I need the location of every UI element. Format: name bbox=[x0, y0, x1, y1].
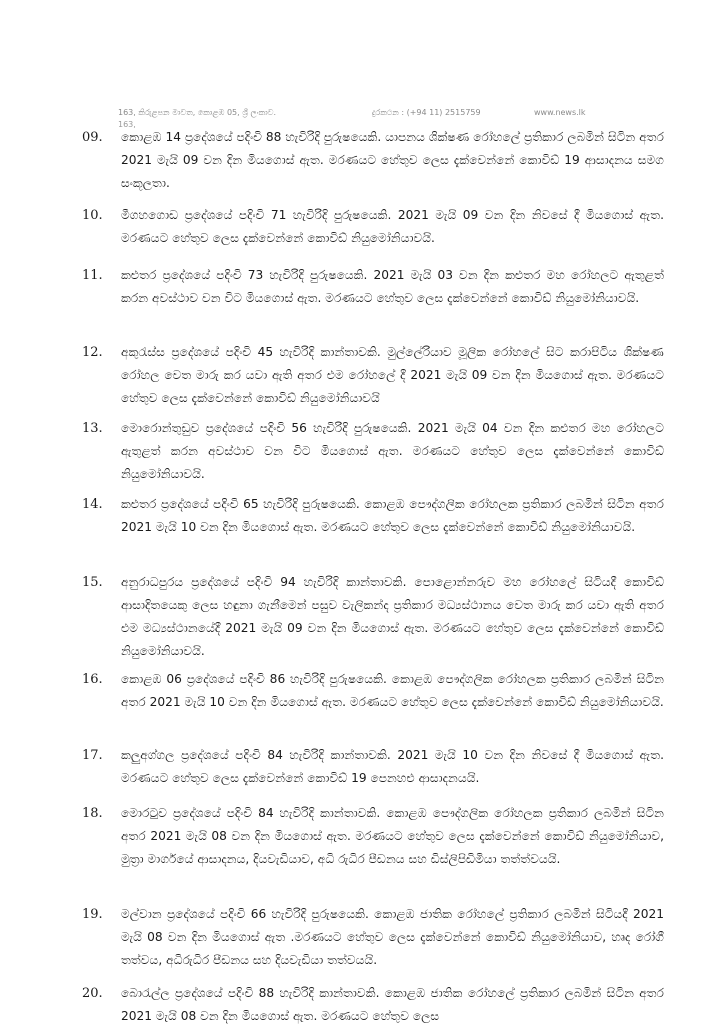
item-text: කොළඹ 14 ප්‍රදේශයේ පදිංචි 88 හැවිරිදි පුරුෂයෙකි. යාපනය ශික්ෂණ රෝහලේ ප්‍රතිකාර ලබමින් සිටින අතර 2021 මැයි 09 වන දින මියගොස් ඇත. මරණයට හේතුව ලෙස දැක්වෙන්නේ කොවිඩ් 19 ආසාදනය සමග සංකූලතා. bbox=[121, 130, 664, 190]
item-text: බොරැල්ල ප්‍රදේශයේ පදිංචි 88 හැවිරිදි කාන්තාවකි. කොළඹ ජාතික රෝහලේ ප්‍රතිකාර ලබමින් සිටින අතර 2021 මැයි 08 වන දින මියගොස් ඇත. මරණයට හේතුව ලෙස bbox=[121, 986, 664, 1023]
list-item bbox=[82, 982, 664, 1028]
list-item bbox=[82, 204, 664, 250]
list-item bbox=[82, 571, 664, 663]
item-number: 11. bbox=[82, 268, 103, 283]
item-text: කළුතර ප්‍රදේශයේ පදිංචි 73 හැවිරිදි පුරුෂයෙකි. 2021 මැයි 03 වන දින කළුතර මහ රෝහලට ඇතුළත් කරන අවස්ථාව වන විට මියගොස් ඇත. මරණයට හේතුව ලෙස දැක්වෙන්නේ කොවිඩ් නියුමෝනියාවයි. bbox=[121, 268, 664, 305]
item-number: 18. bbox=[82, 806, 103, 821]
item-text: මීගහගොඩ ප්‍රදේශයේ පදිංචි 71 හැවිරිදි පුරුෂයෙකි. 2021 මැයි 09 වන දින නිවසේ දී මියගොස් ඇත. මරණයට හේතුව ලෙස දැක්වෙන්නේ කොවිඩ් නියුමෝනියාවයි. bbox=[121, 208, 664, 245]
item-number: 17. bbox=[82, 748, 103, 763]
item-text: මොරටුව ප්‍රදේශයේ පදිංචි 84 හැවිරිදි කාන්තාවකි. කොළඹ පෞද්ගලික රෝහලක ප්‍රතිකාර ලබමින් සිටින අතර 2021 මැයි 08 වන දින මියගොස් ඇත. මරණයට හේතුව ලෙස දැක්වෙන්නේ කොවිඩ් නියුමෝනියාව, මුත්‍රා මාර්ගයේ ආසාදනය, දියවැඩියාව, අධි රුධිර පීඩනය සහ ඩිස්ලිපිඩිමියා තත්ත්වයයි. bbox=[121, 806, 664, 866]
item-number: 14. bbox=[82, 497, 103, 512]
item-number: 16. bbox=[82, 672, 103, 687]
list-item bbox=[82, 493, 664, 539]
list-item bbox=[82, 126, 664, 195]
item-number: 15. bbox=[82, 575, 103, 590]
item-number: 20. bbox=[82, 986, 103, 1001]
list-item bbox=[82, 341, 664, 410]
item-number: 09. bbox=[82, 130, 103, 145]
item-text: කොළඹ 06 ප්‍රදේශයේ පදිංචි 86 හැවිරිදි පුරුෂයෙකි. කොළඹ පෞද්ගලික රෝහලක ප්‍රතිකාර ලබමින් සිටින අතර 2021 මැයි 10 වන දින මියගොස් ඇත. මරණයට හේතුව ලෙස දැක්වෙන්නේ කොවිඩ් නියුමෝනියාවයි. bbox=[121, 672, 664, 709]
list-item bbox=[82, 903, 664, 972]
item-number: 10. bbox=[82, 208, 103, 223]
list-item bbox=[82, 744, 664, 790]
item-number: 19. bbox=[82, 907, 103, 922]
letterhead-phone: දුරකථන : (+94 11) 2515759 bbox=[372, 108, 481, 117]
letterhead-address: 163, කිරුළපන මාවත, කොළඹ 05, ශ්‍රී ලංකාව. bbox=[118, 108, 277, 117]
list-item bbox=[82, 417, 664, 486]
item-text: මොරොන්තුඩුව ප්‍රදේශයේ පදිංචි 56 හැවිරිදි පුරුෂයෙකි. 2021 මැයි 04 වන දින කළුතර මහ රෝහලට ඇතුළත් කරන අවස්ථාව වන විට මියගොස් ඇත. මරණයට හේතුව ලෙස දැක්වෙන්නේ කොවිඩ් නියුමෝනියාවයි. bbox=[121, 421, 664, 481]
list-item bbox=[82, 264, 664, 310]
item-text: කලුඅග්ගල ප්‍රදේශයේ පදිංචි 84 හැවිරිදි කාන්තාවකි. 2021 මැයි 10 වන දින නිවසේ දී මියගොස් ඇත. මරණයට හේතුව ලෙස දැක්වෙන්නේ කොවිඩ් 19 පෙනහළු ආසාදනයයි. bbox=[121, 748, 664, 785]
item-text: අනුරාධපුරය ප්‍රදේශයේ පදිංචි 94 හැවිරිදි කාන්තාවකි. පොළොන්නරුව මහ රෝහලේ සිටියදී කොවිඩ් ආසාදිතයෙකු ලෙස හඳුනා ගැනීමෙන් පසුව වැලිකන්ද ප්‍රතිකාර මධ්‍යස්ථානය වෙත මාරු කර යවා ඇති අතර එම මධ්‍යස්ථානයේදී 2021 මැයි 09 වන දින මියගොස් ඇත. මරණයට හේතුව ලෙස දැක්වෙන්නේ කොවිඩ් නියුමෝනියාවයි. bbox=[121, 575, 664, 658]
letterhead-address-2: 163, bbox=[118, 120, 136, 129]
list-item bbox=[82, 668, 664, 714]
item-text: කළුතර ප්‍රදේශයේ පදිංචි 65 හැවිරිදි පුරුෂයෙකි. කොළඹ පෞද්ගලික රෝහලක ප්‍රතිකාර ලබමින් සිටින අතර 2021 මැයි 10 වන දින මියගොස් ඇත. මරණයට හේතුව ලෙස දැක්වෙන්නේ කොවිඩ් නියුමෝනියාවයි. bbox=[121, 497, 664, 534]
item-number: 13. bbox=[82, 421, 103, 436]
letterhead-website: www.news.lk bbox=[534, 108, 586, 117]
item-number: 12. bbox=[82, 345, 103, 360]
list-item bbox=[82, 802, 664, 871]
item-text: අකුරැස්ස ප්‍රදේශයේ පදිංචි 45 හැවිරිදි කාන්තාවකි. මුල්ලේරියාව මූලික රෝහලේ සිට කරාපිටිය ශික්ෂණ රෝහල වෙත මාරු කර යවා ඇති අතර එම රෝහලේ දී 2021 මැයි 09 වන දින මියගොස් ඇත. මරණයට හේතුව ලෙස දැක්වෙන්නේ කොවිඩ් නියුමෝනියාවයි bbox=[121, 345, 664, 405]
item-text: මල්වාන ප්‍රදේශයේ පදිංචි 66 හැවිරිදි පුරුෂයෙකි. කොළඹ ජාතික රෝහලේ ප්‍රතිකාර ලබමින් සිටියදී 2021 මැයි 08 වන දින මියගොස් ඇත .මරණයට හේතුව ලෙස දැක්වෙන්නේ කොවිඩ් නියුමෝනියාව, හෘද රෝගී තත්වය, අධිරුධිර පීඩනය සහ දියවැඩියා තත්වයයි. bbox=[121, 907, 664, 967]
